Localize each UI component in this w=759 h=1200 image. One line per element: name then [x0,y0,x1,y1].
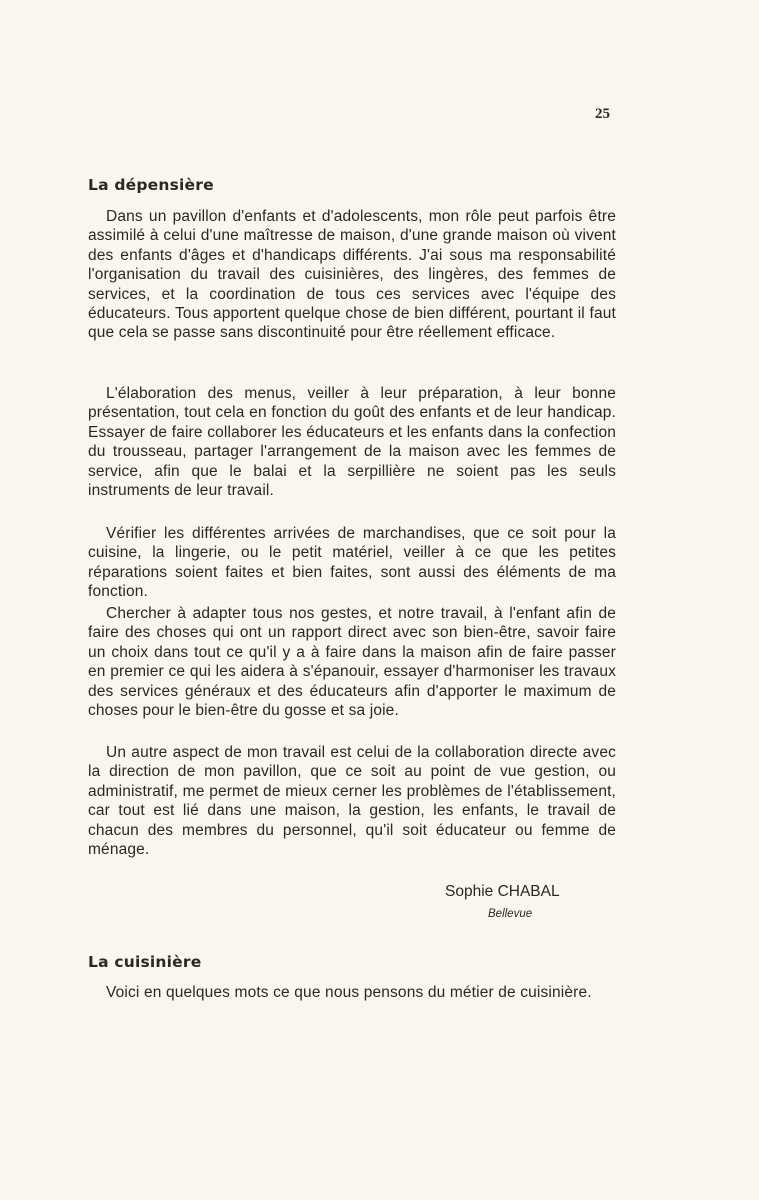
paragraph: Un autre aspect de mon travail est celui de la collaboration directe avec la direction de mon pavillon, que ce soit au point de vue gestion, ou administratif, me permet de mieux cerner les problèmes de l'établissement, car tout est lié dans une maison, la gestion, les enfants, le travail de chacun des membres du personnel, qu'il soit éducateur ou femme de ménage. [88,744,616,859]
paragraph: Chercher à adapter tous nos gestes, et notre travail, à l'enfant afin de faire des choses qui ont un rapport direct avec son bien-être, savoir faire un choix dans tout ce qu'il y a à faire dans la maison afin de faire passer en premier ce qui les aidera à s'épanouir, essayer d'harmoniser les travaux des services généraux et des éducateurs afin d'apporter le maximum de choses pour le bien-être du gosse et sa joie. [88,605,616,720]
paragraph: L'élaboration des menus, veiller à leur préparation, à leur bonne présentation, tout cela en fonction du goût des enfants et de leur handicap. Essayer de faire collaborer les éducateurs et les enfants dans la confection du trousseau, partager l'arrangement de la maison avec les femmes de service, afin que le balai et la serpillière ne soient pas les seuls instruments de leur travail. [88,385,616,500]
paragraph: Dans un pavillon d'enfants et d'adolescents, mon rôle peut parfois être assimilé à celui d'une maîtresse de maison, d'une grande maison où vivent des enfants d'âges et d'handicaps différents. J'ai sous ma responsabilité l'organisation du travail des cuisinières, des lingères, des femmes de services, et la coordination de tous ces services avec l'équipe des éducateurs. Tous apportent quelque chose de bien différent, pourtant il faut que cela se passe sans discontinuité pour être réellement efficace. [88,208,616,342]
author-place: Bellevue [488,908,533,920]
page-number: 25 [595,106,610,122]
section-heading-depensiere: La dépensière [88,176,214,194]
paragraph: Voici en quelques mots ce que nous pensons du métier de cuisinière. [106,984,592,1001]
paragraph: Vérifier les différentes arrivées de marchandises, que ce soit pour la cuisine, la lingerie, ou le petit matériel, veiller à ce que les petites réparations soient faites et bien faites, sont aussi des éléments de ma fonction. [88,525,616,601]
section-heading-cuisiniere: La cuisinière [88,953,202,971]
author-signature: Sophie CHABAL [445,883,560,900]
